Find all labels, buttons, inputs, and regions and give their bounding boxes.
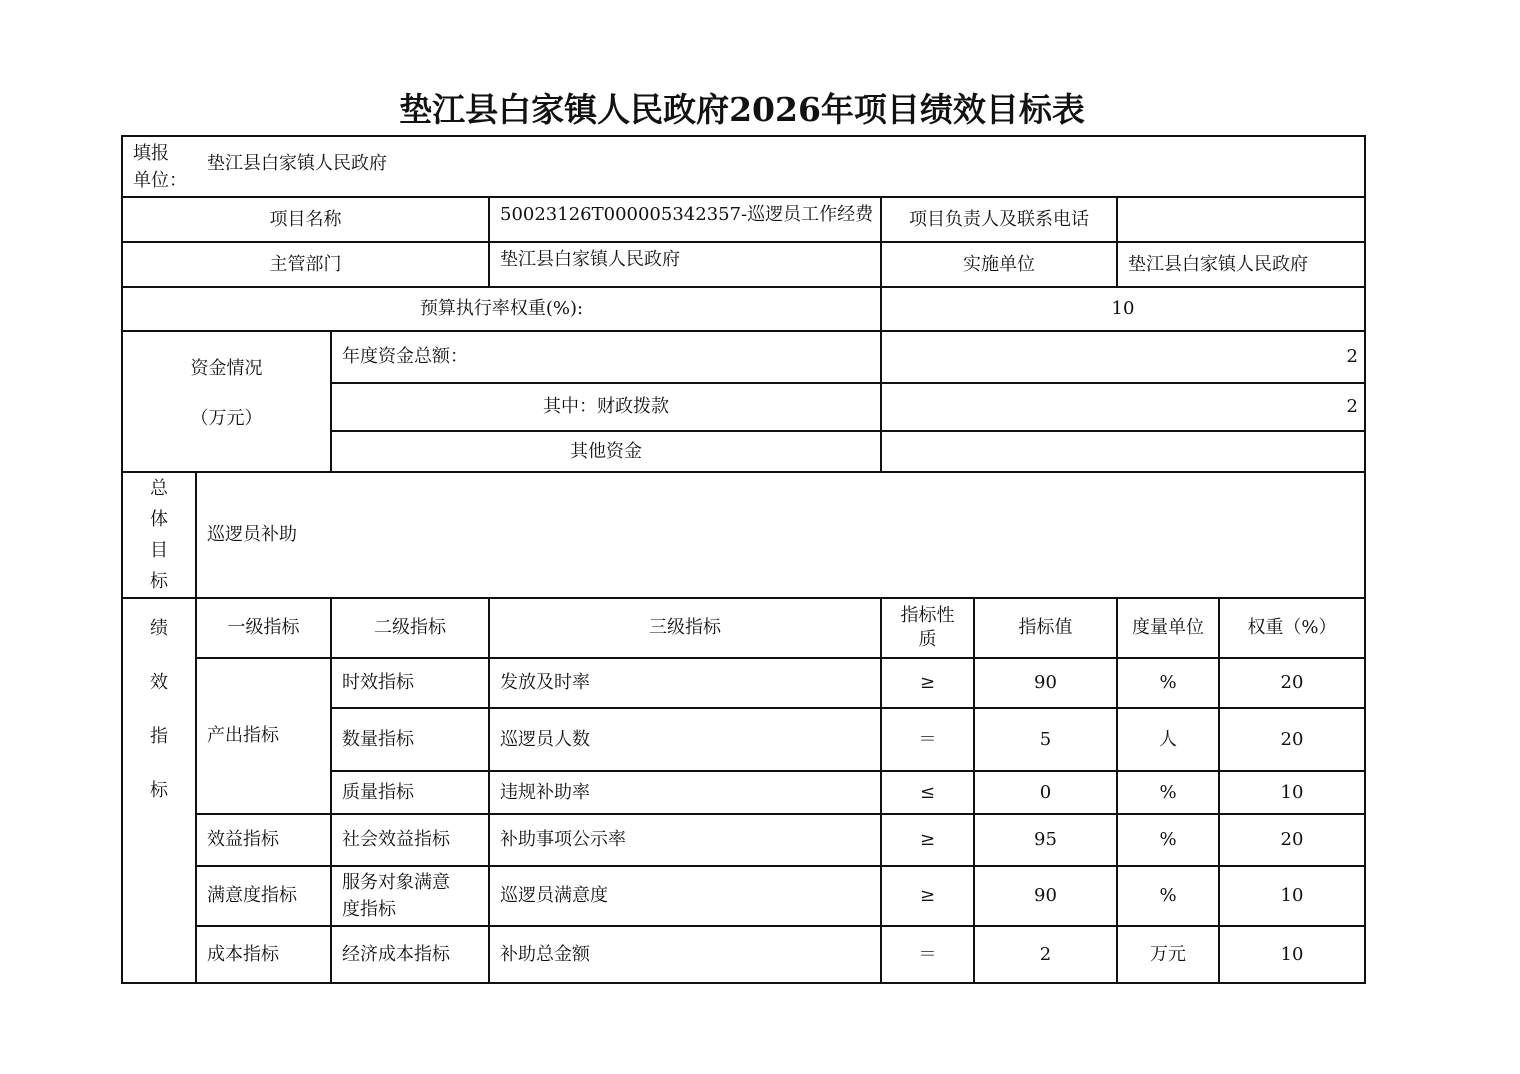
table-row <box>122 658 1365 708</box>
unit-cell: % <box>1117 866 1219 926</box>
level1-cell: 成本指标 <box>196 926 331 983</box>
level2-cell: 质量指标 <box>331 771 489 814</box>
value-cell: 2 <box>974 926 1117 983</box>
nature-cell: ＝ <box>881 708 974 771</box>
annual-total-label: 年度资金总额： <box>331 331 881 383</box>
unit-cell: 万元 <box>1117 926 1219 983</box>
unit-cell: % <box>1117 771 1219 814</box>
overall-goal-row <box>122 472 1365 598</box>
value-cell: 5 <box>974 708 1117 771</box>
budget-weight-value: 10 <box>881 287 1365 331</box>
reporting-unit-value: 垫江县白家镇人民政府 <box>207 152 387 174</box>
unit-cell: 人 <box>1117 708 1219 771</box>
project-name-label: 项目名称 <box>122 197 489 242</box>
table-row <box>122 814 1365 866</box>
other-funds-value <box>881 431 1365 472</box>
weight-cell: 20 <box>1219 708 1365 771</box>
header-value: 指标值 <box>974 598 1117 658</box>
weight-cell: 20 <box>1219 814 1365 866</box>
implementer-label: 实施单位 <box>881 242 1117 287</box>
performance-indicator-label: 绩 效 指 标 <box>122 598 196 983</box>
level2-cell: 数量指标 <box>331 708 489 771</box>
level1-cell: 产出指标 <box>196 658 331 814</box>
level2-cell: 社会效益指标 <box>331 814 489 866</box>
level3-cell: 补助总金额 <box>489 926 881 983</box>
nature-cell: ≤ <box>881 771 974 814</box>
level3-cell: 违规补助率 <box>489 771 881 814</box>
value-cell: 0 <box>974 771 1117 814</box>
header-level3: 三级指标 <box>489 598 881 658</box>
header-level1: 一级指标 <box>196 598 331 658</box>
header-nature: 指标性 质 <box>881 598 974 658</box>
nature-cell: ≥ <box>881 658 974 708</box>
level2-cell: 经济成本指标 <box>331 926 489 983</box>
other-funds-label: 其他资金 <box>331 431 881 472</box>
annual-total-row <box>122 331 1365 383</box>
fiscal-value: 2 <box>881 383 1365 431</box>
level2-cell: 时效指标 <box>331 658 489 708</box>
value-cell: 90 <box>974 866 1117 926</box>
budget-weight-row <box>122 287 1365 331</box>
unit-cell: % <box>1117 658 1219 708</box>
value-cell: 95 <box>974 814 1117 866</box>
indicator-header-row <box>122 598 1365 658</box>
header-level2: 二级指标 <box>331 598 489 658</box>
contact-label: 项目负责人及联系电话 <box>881 197 1117 242</box>
annual-total-value: 2 <box>881 331 1365 383</box>
level3-cell: 巡逻员人数 <box>489 708 881 771</box>
weight-cell: 10 <box>1219 771 1365 814</box>
nature-cell: ≥ <box>881 814 974 866</box>
supervisor-value: 垫江县白家镇人民政府 <box>489 242 881 287</box>
unit-cell: % <box>1117 814 1219 866</box>
nature-cell: ≥ <box>881 866 974 926</box>
reporting-unit-row <box>122 136 1365 197</box>
project-name-value: 50023126T000005342357-巡逻员工作经费 <box>489 197 881 242</box>
fiscal-label: 其中：财政拨款 <box>331 383 881 431</box>
weight-cell: 20 <box>1219 658 1365 708</box>
level3-cell: 发放及时率 <box>489 658 881 708</box>
supervisor-row <box>122 242 1365 287</box>
performance-table <box>121 135 1366 984</box>
table-row <box>122 926 1365 983</box>
weight-cell: 10 <box>1219 926 1365 983</box>
reporting-unit-label: 填报 单位： <box>133 142 187 191</box>
level3-cell: 巡逻员满意度 <box>489 866 881 926</box>
nature-cell: ＝ <box>881 926 974 983</box>
reporting-unit-cell <box>122 136 1365 197</box>
level1-cell: 满意度指标 <box>196 866 331 926</box>
header-weight: 权重（%） <box>1219 598 1365 658</box>
level3-cell: 补助事项公示率 <box>489 814 881 866</box>
level1-cell: 效益指标 <box>196 814 331 866</box>
table-row <box>122 866 1365 926</box>
budget-weight-label: 预算执行率权重(%): <box>122 287 881 331</box>
weight-cell: 10 <box>1219 866 1365 926</box>
overall-goal-label: 总 体 目 标 <box>122 472 196 598</box>
supervisor-label: 主管部门 <box>122 242 489 287</box>
value-cell: 90 <box>974 658 1117 708</box>
header-unit: 度量单位 <box>1117 598 1219 658</box>
funds-label: 资金情况 （万元） <box>122 331 331 472</box>
page-title: 垫江县白家镇人民政府2026年项目绩效目标表 <box>399 90 1085 129</box>
overall-goal-value: 巡逻员补助 <box>196 472 1365 598</box>
contact-value <box>1117 197 1365 242</box>
level2-cell: 服务对象满意 度指标 <box>331 866 489 926</box>
implementer-value: 垫江县白家镇人民政府 <box>1117 242 1365 287</box>
project-name-row <box>122 197 1365 242</box>
